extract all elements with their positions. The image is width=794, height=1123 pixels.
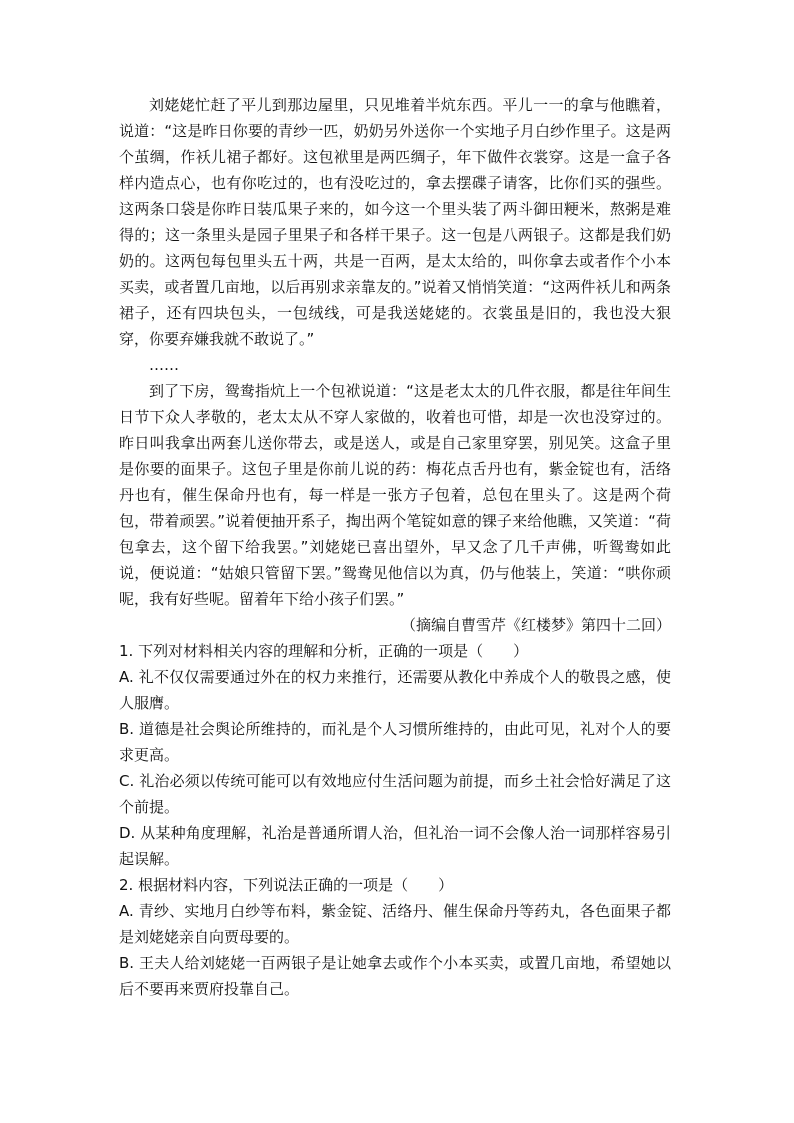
question-1-option-c: C. 礼治必须以传统可能可以有效地应付生活问题为前提，而乡土社会恰好满足了这个前提。: [119, 772, 671, 816]
question-1-stem: 1. 下列对材料相关内容的理解和分析，正确的一项是（ ）: [119, 642, 529, 660]
question-1-option-b: B. 道德是社会舆论所维持的，而礼是个人习惯所维持的，由此可见，礼对个人的要求更高。: [119, 720, 671, 764]
question-2-option-b: B. 王夫人给刘姥姥一百两银子是让她拿去或作个小本买卖，或置几亩地，希望她以后不要再来贾府投靠自己。: [119, 954, 671, 998]
passage-ellipsis: ……: [149, 356, 179, 374]
passage-paragraph-2: 到了下房，鸳鸯指炕上一个包袱说道：“这是老太太的几件衣服，都是往年间生日节下众人孝敬的，老太太从不穿人家做的，收着也可惜，却是一次也没穿过的。昨日叫我拿出两套儿送你带去，或是送人，或是自己家里穿罢，别见笑。这盒子里是你要的面果子。这包子里是你前儿说的药：梅花点舌丹也有，紫金锭也有，活络丹也有，催生保命丹也有，每一样是一张方子包着，总包在里头了。这是两个荷包，带着顽罢。”说着便抽开系子，掏出两个笔锭如意的锞子来给他瞧，又笑道：“荷包拿去，这个留下给我罢。”刘姥姥已喜出望外，早又念了几千声佛，听鸳鸯如此说，便说道：“姑娘只管留下罢。”鸳鸯见他信以为真，仍与他装上，笑道：“哄你顽呢，我有好些呢。留着年下给小孩子们罢。”: [119, 382, 671, 608]
question-1-option-a: A. 礼不仅仅需要通过外在的权力来推行，还需要从教化中养成个人的敬畏之感，使人服膺。: [119, 668, 671, 712]
question-2-stem: 2. 根据材料内容，下列说法正确的一项是（ ）: [119, 876, 454, 894]
passage-source: （摘编自曹雪芹《红楼梦》第四十二回）: [400, 616, 671, 634]
document-page: [119, 92, 671, 1002]
question-2-option-a: A. 青纱、实地月白纱等布料，紫金锭、活络丹、催生保命丹等药丸，各色面果子都是刘姥姥亲自向贾母要的。: [119, 902, 671, 946]
question-1: [119, 638, 671, 872]
question-1-option-d: D. 从某种角度理解，礼治是普通所谓人治，但礼治一词不会像人治一词那样容易引起误解。: [119, 824, 671, 868]
question-2: [119, 872, 671, 1002]
passage-paragraph-1: 刘姥姥忙赶了平儿到那边屋里，只见堆着半炕东西。平儿一一的拿与他瞧着，说道：“这是昨日你要的青纱一匹，奶奶另外送你一个实地子月白纱作里子。这是两个茧绸，作袄儿裙子都好。这包袱里是两匹绸子，年下做件衣裳穿。这是一盒子各样内造点心，也有你吃过的，也有没吃过的，拿去摆碟子请客，比你们买的强些。这两条口袋是你昨日装瓜果子来的，如今这一个里头装了两斗御田粳米，熬粥是难得的；这一条里头是园子里果子和各样干果子。这一包是八两银子。这都是我们奶奶的。这两包每包里头五十两，共是一百两，是太太给的，叫你拿去或者作个小本买卖，或者置几亩地，以后再别求亲靠友的。”说着又悄悄笑道：“这两件袄儿和两条裙子，还有四块包头，一包绒线，可是我送姥姥的。衣裳虽是旧的，我也没大狠穿，你要弃嫌我就不敢说了。”: [119, 96, 671, 348]
